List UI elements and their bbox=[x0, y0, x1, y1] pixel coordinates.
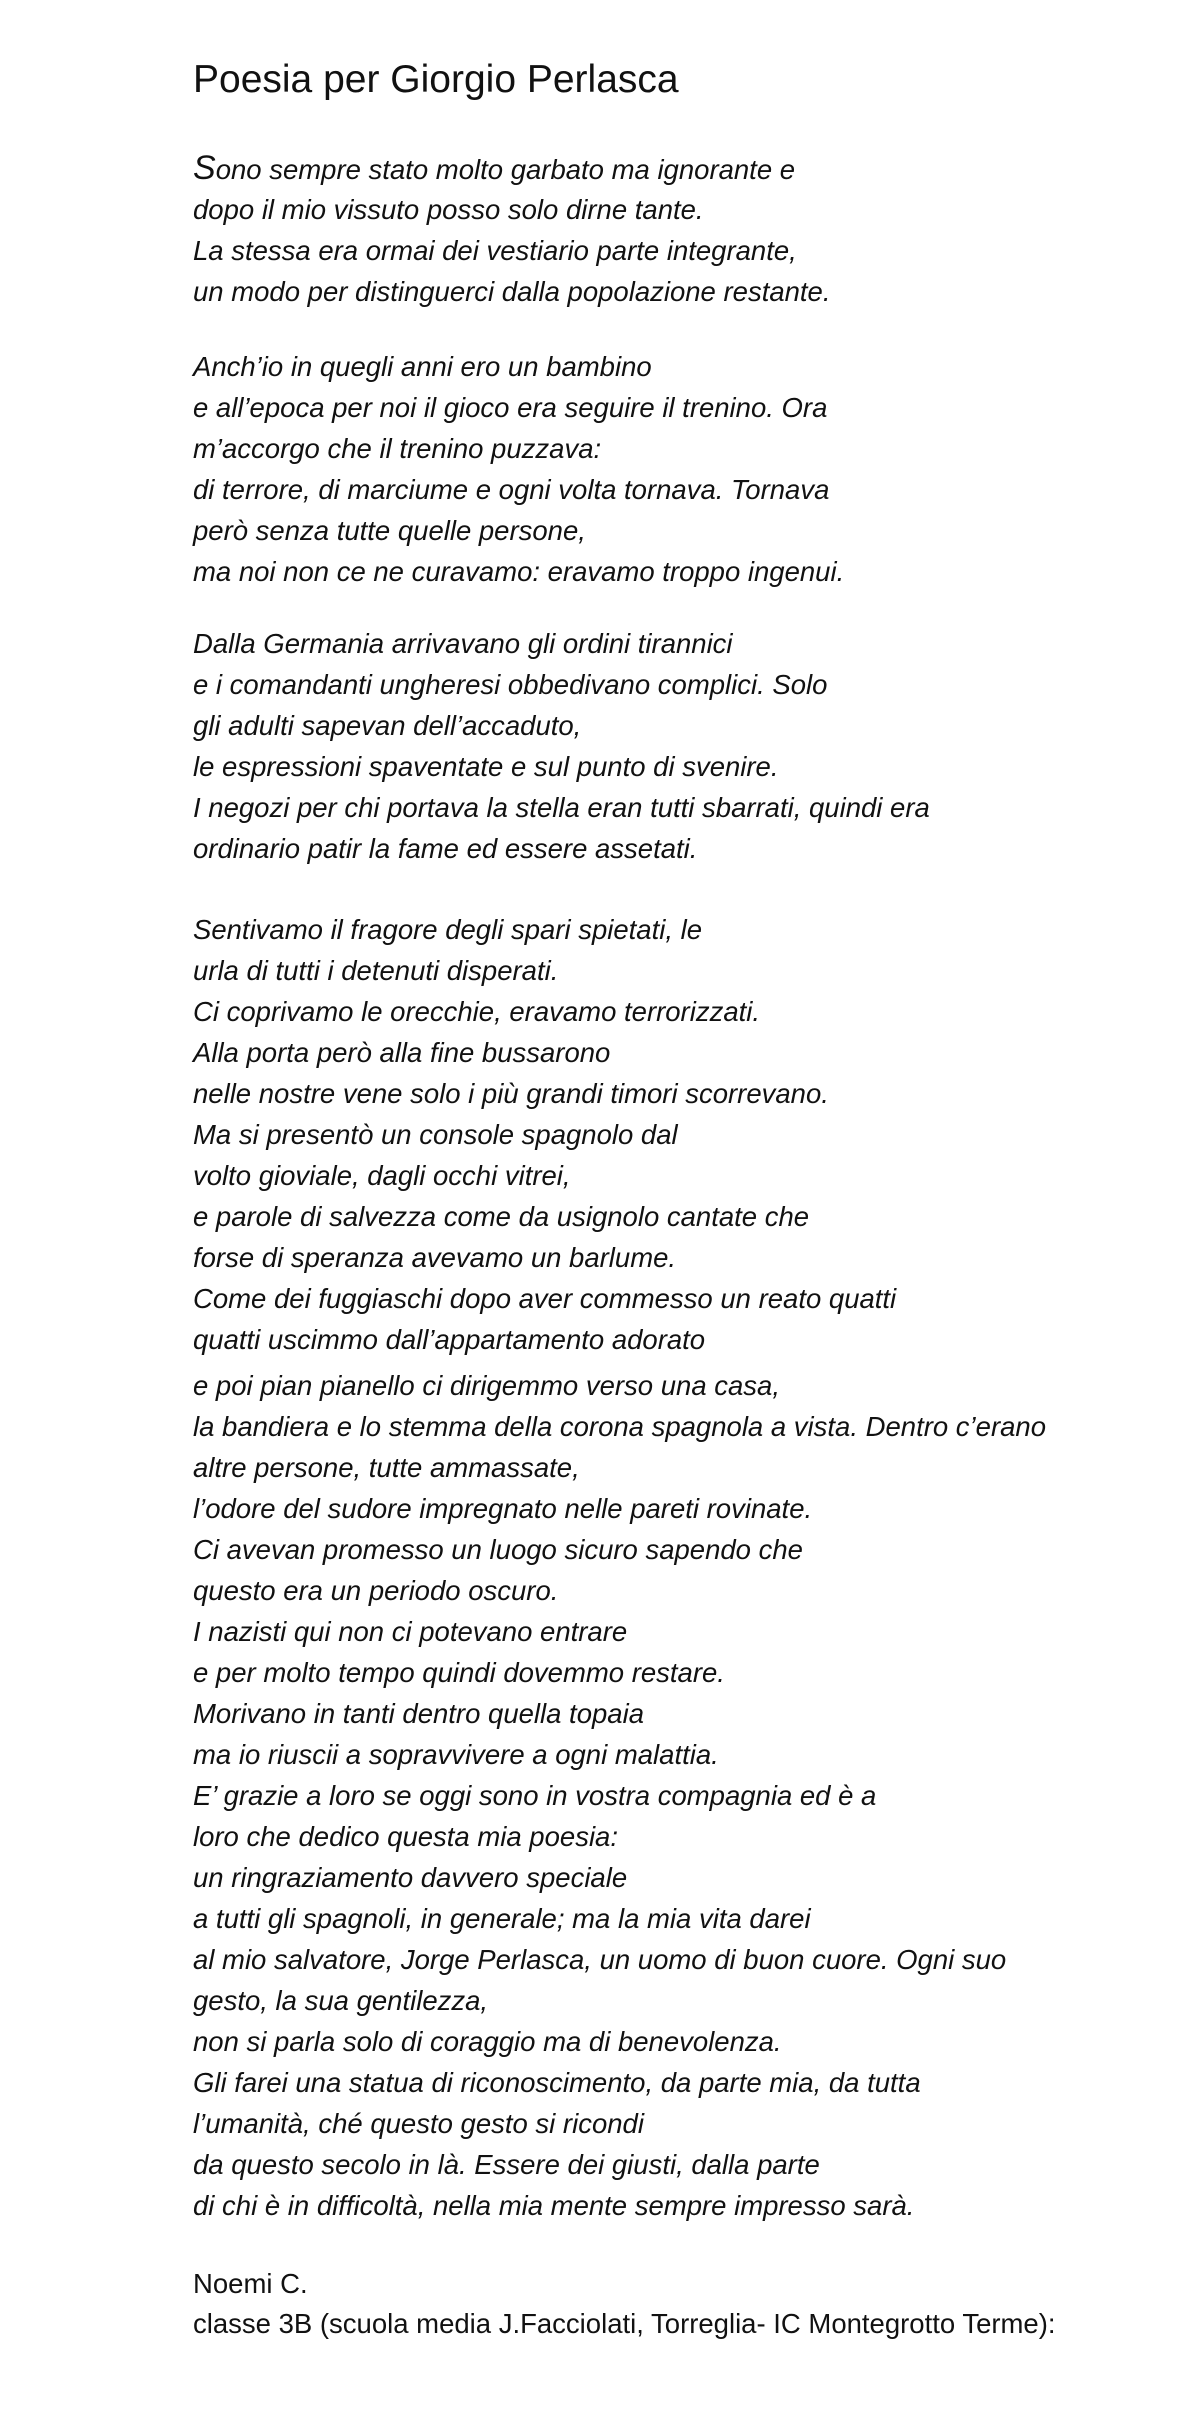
poem-line: m’accorgo che il trenino puzzava: bbox=[193, 433, 602, 464]
poem-line: volto gioviale, dagli occhi vitrei, bbox=[193, 1160, 571, 1191]
poem-line: e all’epoca per noi il gioco era seguire il trenino. Ora bbox=[193, 392, 828, 423]
poem-line: Ci coprivamo le orecchie, eravamo terrorizzati. bbox=[193, 996, 760, 1027]
poem-line: I negozi per chi portava la stella eran tutti sbarrati, quindi era bbox=[193, 792, 930, 823]
stanza-5 bbox=[193, 1365, 1046, 2226]
poem-line: ma io riuscii a sopravvivere a ogni malattia. bbox=[193, 1739, 719, 1770]
poem-line: urla di tutti i detenuti disperati. bbox=[193, 955, 559, 986]
poem-line: I nazisti qui non ci potevano entrare bbox=[193, 1616, 628, 1647]
poem-line: Sentivamo il fragore degli spari spietati, le bbox=[193, 914, 703, 945]
poem-line: di terrore, di marciume e ogni volta tornava. Tornava bbox=[193, 474, 830, 505]
poem-line: un modo per distinguerci dalla popolazione restante. bbox=[193, 276, 831, 307]
poem-line: e per molto tempo quindi dovemmo restare. bbox=[193, 1657, 725, 1688]
poem-line: Come dei fuggiaschi dopo aver commesso un reato quatti bbox=[193, 1283, 897, 1314]
author-name: Noemi C. bbox=[193, 2268, 308, 2299]
poem-line: Gli farei una statua di riconoscimento, da parte mia, da tutta bbox=[193, 2067, 921, 2098]
poem-line: forse di speranza avevamo un barlume. bbox=[193, 1242, 677, 1273]
poem-line: a tutti gli spagnoli, in generale; ma la mia vita darei bbox=[193, 1903, 811, 1934]
poem-line: di chi è in difficoltà, nella mia mente sempre impresso sarà. bbox=[193, 2190, 915, 2221]
poem-line: l’umanità, ché questo gesto si ricondi bbox=[193, 2108, 644, 2139]
poem-line: l’odore del sudore impregnato nelle pareti rovinate. bbox=[193, 1493, 813, 1524]
poem-line: quatti uscimmo dall’appartamento adorato bbox=[193, 1324, 706, 1355]
poem-line: e parole di salvezza come da usignolo cantate che bbox=[193, 1201, 810, 1232]
class-info: classe 3B (scuola media J.Facciolati, Torreglia- IC Montegrotto Terme): bbox=[193, 2308, 1056, 2339]
poem-line: La stessa era ormai dei vestiario parte integrante, bbox=[193, 235, 797, 266]
poem-line: e poi pian pianello ci dirigemmo verso una casa, bbox=[193, 1370, 780, 1401]
poem-line: però senza tutte quelle persone, bbox=[193, 515, 586, 546]
poem-line: al mio salvatore, Jorge Perlasca, un uomo di buon cuore. Ogni suo bbox=[193, 1944, 1007, 1975]
poem-line: Ci avevan promesso un luogo sicuro sapendo che bbox=[193, 1534, 803, 1565]
poem-title: Poesia per Giorgio Perlasca bbox=[193, 58, 679, 101]
poem-line: Ma si presentò un console spagnolo dal bbox=[193, 1119, 678, 1150]
poem-line: un ringraziamento davvero speciale bbox=[193, 1862, 628, 1893]
poem-line: gli adulti sapevan dell’accaduto, bbox=[193, 710, 582, 741]
poem-line: ordinario patir la fame ed essere assetati. bbox=[193, 833, 698, 864]
signature-block bbox=[193, 2264, 1056, 2344]
poem-line: non si parla solo di coraggio ma di benevolenza. bbox=[193, 2026, 782, 2057]
poem-line: dopo il mio vissuto posso solo dirne tante. bbox=[193, 194, 704, 225]
poem-line: Morivano in tanti dentro quella topaia bbox=[193, 1698, 644, 1729]
stanza-4 bbox=[193, 909, 896, 1360]
poem-line: Alla porta però alla fine bussarono bbox=[193, 1037, 611, 1068]
poem-line: altre persone, tutte ammassate, bbox=[193, 1452, 580, 1483]
poem-line: loro che dedico questa mia poesia: bbox=[193, 1821, 618, 1852]
poem-line: la bandiera e lo stemma della corona spagnola a vista. Dentro c’erano bbox=[193, 1411, 1046, 1442]
stanza-2 bbox=[193, 346, 844, 592]
poem-line: e i comandanti ungheresi obbedivano complici. Solo bbox=[193, 669, 828, 700]
poem-line: Dalla Germania arrivavano gli ordini tirannici bbox=[193, 628, 733, 659]
poem-line: gesto, la sua gentilezza, bbox=[193, 1985, 489, 2016]
poem-line: le espressioni spaventate e sul punto di svenire. bbox=[193, 751, 779, 782]
poem-line: nelle nostre vene solo i più grandi timori scorrevano. bbox=[193, 1078, 829, 1109]
stanza-3 bbox=[193, 623, 930, 869]
poem-line: questo era un periodo oscuro. bbox=[193, 1575, 559, 1606]
stanza-1 bbox=[193, 148, 831, 312]
poem-line: E’ grazie a loro se oggi sono in vostra compagnia ed è a bbox=[193, 1780, 877, 1811]
poem-line: Sono sempre stato molto garbato ma ignorante e bbox=[193, 149, 796, 187]
poem-line: Anch’io in quegli anni ero un bambino bbox=[193, 351, 652, 382]
poem-line: ma noi non ce ne curavamo: eravamo troppo ingenui. bbox=[193, 556, 845, 587]
poem-line: da questo secolo in là. Essere dei giusti, dalla parte bbox=[193, 2149, 820, 2180]
